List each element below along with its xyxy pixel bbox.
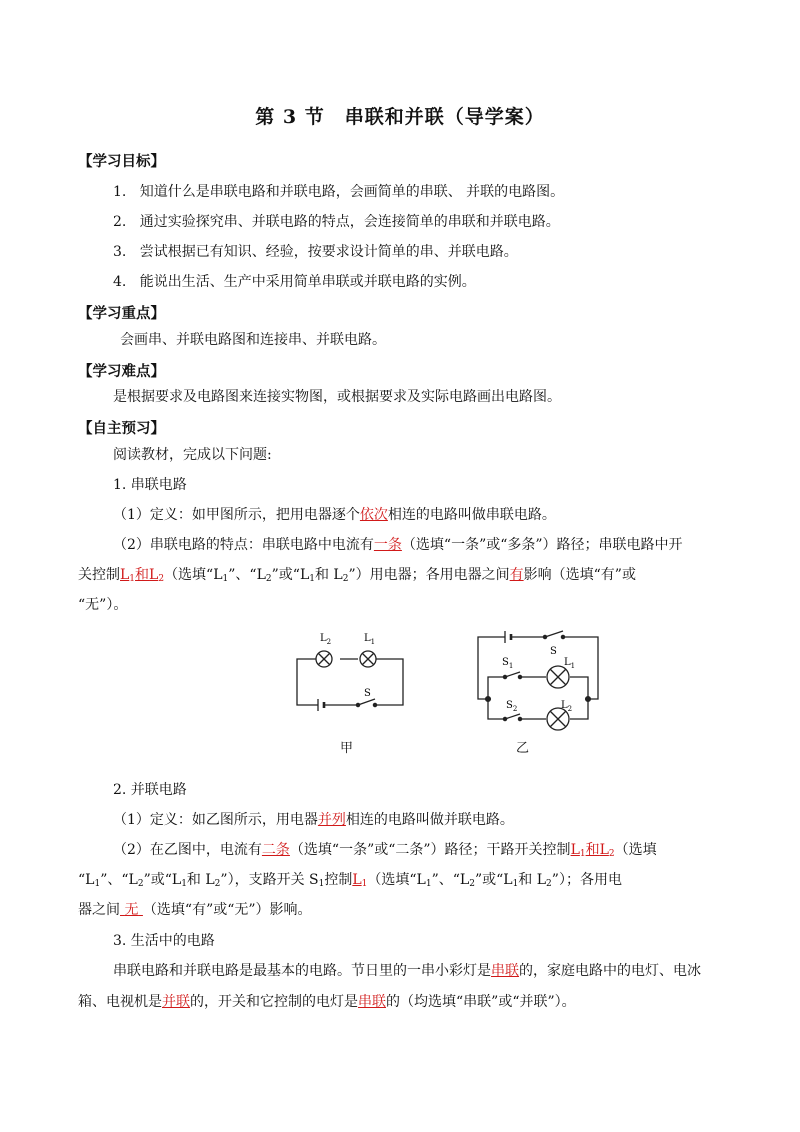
- answer-blank: 有: [509, 567, 524, 583]
- series-section-title: 1. 串联电路: [113, 477, 187, 493]
- figure-caption-yi: 乙: [516, 741, 530, 756]
- goal-item-1: 1. 知道什么是串联电路和并联电路，会画简单的串联、 并联的电路图。: [113, 184, 565, 200]
- key-heading: 【学习重点】: [78, 305, 165, 322]
- answer-blank: 无: [124, 902, 139, 918]
- answer-blank: $L_1$和$L_2$: [570, 842, 615, 859]
- parallel-feature-line-1: （2）在乙图中，电流有二条（选填“一条”或“二条”）路径；干路开关控制$L_1$和$L_2$（选填: [113, 842, 657, 859]
- answer-blank: 二条: [261, 842, 290, 858]
- answer-blank: 依次: [359, 507, 388, 523]
- goal-item-2: 2. 通过实验探究串、并联电路的特点，会连接简单的串联和并联电路。: [113, 214, 560, 230]
- daily-line-1: 串联电路和并联电路是最基本的电路。节日里的一串小彩灯是串联的，家庭电路中的电灯、电冰: [113, 963, 701, 979]
- answer-blank: 并联: [162, 994, 190, 1010]
- preview-intro: 阅读教材，完成以下问题:: [113, 447, 272, 463]
- parallel-section-title: 2. 并联电路: [113, 782, 187, 798]
- difficulty-text: 是根据要求及电路图来连接实物图，或根据要求及实际电路画出电路图。: [113, 389, 561, 405]
- svg-text:S: S: [364, 688, 371, 699]
- parallel-feature-line-2: “$L_1$”、“$L_2$”或“$L_1$和 $L_2$”），支路开关 $S_1$控制$L_1$（选填“$L_1$”、“$L_2$”或“$L_1$和 $L_2$”）；各用电: [78, 872, 622, 889]
- series-definition: （1）定义：如甲图所示，把用电器逐个依次相连的电路叫做串联电路。: [113, 507, 556, 523]
- preview-heading: 【自主预习】: [78, 420, 165, 437]
- answer-blank: 串联: [491, 963, 519, 979]
- circuit-diagrams: [280, 622, 620, 757]
- svg-text:L2: $L_2$: [561, 700, 573, 713]
- svg-text:S: S: [550, 646, 557, 657]
- key-text: 会画串、并联电路图和连接串、并联电路。: [120, 332, 386, 348]
- svg-text:L1: $L_1$: [364, 633, 376, 646]
- series-feature-line-3: “无”）。: [78, 597, 128, 613]
- series-feature-line-2: 关控制$L_1$和$L_2$（选填“$L_1$”、“$L_2$”或“$L_1$和 $L_2$”）用电器；各用电器之间有影响（选填“有”或: [78, 567, 636, 584]
- parallel-circuit-diagram: [478, 631, 598, 730]
- goal-item-4: 4. 能说出生活、生产中采用简单串联或并联电路的实例。: [113, 274, 476, 290]
- page-title: 第 3 节 串联和并联（导学案）: [255, 106, 545, 128]
- figure-caption-jia: 甲: [340, 741, 354, 756]
- answer-blank: $L_1$和$L_2$: [120, 567, 165, 584]
- answer-blank: 并列: [317, 812, 346, 828]
- svg-text:S1: $S_1$: [502, 657, 514, 670]
- series-feature-line-1: （2）串联电路的特点：串联电路中电流有一条（选填“一条”或“多条”）路径；串联电路中开: [113, 537, 683, 553]
- series-circuit-diagram: [297, 651, 403, 711]
- daily-section-title: 3. 生活中的电路: [113, 933, 215, 949]
- svg-text:L2: $L_2$: [320, 633, 332, 646]
- svg-text:S2: $S_2$: [506, 700, 518, 713]
- goal-item-3: 3. 尝试根据已有知识、经验，按要求设计简单的串、并联电路。: [113, 244, 518, 260]
- answer-blank: 串联: [358, 994, 386, 1010]
- answer-blank: 一条: [373, 537, 402, 553]
- answer-blank: $L_1$: [352, 872, 368, 889]
- parallel-feature-line-3: 器之间 无 （选填“有”或“无”）影响。: [78, 902, 312, 918]
- daily-line-2: 箱、电视机是并联的，开关和它控制的电灯是串联的（均选填“串联”或“并联”）。: [78, 994, 576, 1010]
- svg-text:L1: $L_1$: [564, 657, 576, 670]
- goals-heading: 【学习目标】: [78, 153, 165, 170]
- parallel-definition: （1）定义：如乙图所示，用电器并列相连的电路叫做并联电路。: [113, 812, 514, 828]
- difficulty-heading: 【学习难点】: [78, 363, 165, 380]
